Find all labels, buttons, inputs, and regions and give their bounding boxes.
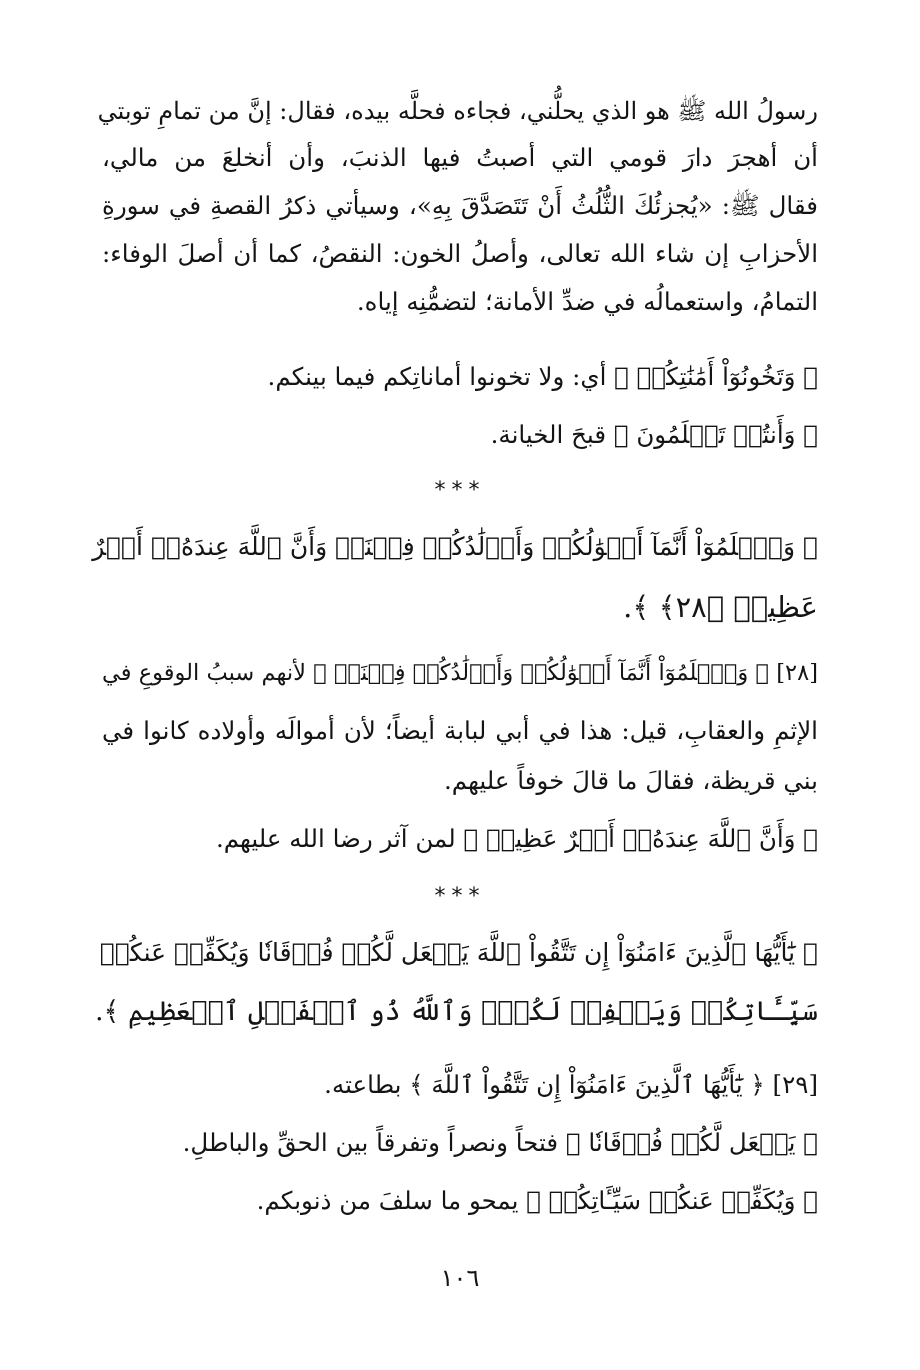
commentary-29-line-2: ﴿ يَجۡعَل لَّكُمۡ فُرۡقَانٗا ﴾ فتحاً ونصراً وتفرقاً بين الحقِّ والباطلِ. <box>182 1128 818 1157</box>
paragraph-1-line-5: التمامُ، واستعمالُه في ضدِّ الأمانة؛ لتضمُّنِه إياه. <box>356 287 818 316</box>
commentary-29-line-3: ﴿ وَيُكَفِّرۡ عَنكُمۡ سَيِّـَٔاتِكُمۡ ﴾ يمحو ما سلفَ من ذنوبكم. <box>256 1186 818 1215</box>
verse-28-line-1: ﴿ وَٱعۡلَمُوٓاْ أَنَّمَآ أَمۡوَٰلُكُمۡ وَأَوۡلَٰدُكُمۡ فِتۡنَةٞ وَأَنَّ ٱللَّهَ عِندَهُۥٓ أَجۡرٌ <box>92 532 818 561</box>
commentary-28-line-2: الإثمِ والعقابِ، قيل: هذا في أبي لبابة أيضاً؛ لأن أموالَه وأولاده كانوا في <box>102 716 818 745</box>
commentary-28-line-1: [٢٨] ﴿ وَٱعۡلَمُوٓاْ أَنَّمَآ أَمۡوَٰلُكُمۡ وَأَوۡلَٰدُكُمۡ فِتۡنَةٞ ﴾ لأنهم سببُ الوقوعِ في <box>102 660 818 686</box>
verse-28-line-2: عَظِيمٞ ﴿٢٨﴾ ﴾. <box>623 590 818 624</box>
verse-29-line-2: سَيِّـَٔاتِكُمۡ وَيَغۡفِرۡ لَكُمۡۗ وَٱللَّهُ ذُو ٱلۡفَضۡلِ ٱلۡعَظِيمِ ﴾. <box>94 996 818 1027</box>
paragraph-1-line-2: أن أهجرَ دارَ قومي التي أصبتُ فيها الذنبَ، وأن أنخلعَ من مالي، <box>102 143 818 172</box>
section-divider-2: *** <box>434 884 486 909</box>
commentary-28-gloss: ﴿ وَأَنَّ ٱللَّهَ عِندَهُۥٓ أَجۡرٌ عَظِيمٞ ﴾ لمن آثر رضا الله عليهم. <box>215 824 818 853</box>
paragraph-1-line-1: رسولُ الله ﷺ هو الذي يحلُّني، فجاءه فحلَّه بيده، فقال: إنَّ من تمامِ توبتي <box>97 97 818 125</box>
paragraph-1-line-3: فقال ﷺ: «يُجزئُكَ الثُّلُثُ أَنْ تَتَصَدَّقَ بِهِ»، وسيأتي ذكرُ القصةِ في سورةِ <box>102 191 818 220</box>
gloss-betray-trusts: ﴿ وَتَخُونُوٓاْ أَمَٰنَٰتِكُمۡ ﴾ أي: ولا تخونوا أماناتِكم فيما بينكم. <box>267 362 818 391</box>
commentary-28-line-3: بني قريظة، فقالَ ما قالَ خوفاً عليهم. <box>444 766 818 795</box>
gloss-you-know: ﴿ وَأَنتُمۡ تَعۡلَمُونَ ﴾ قبحَ الخيانة. <box>490 420 818 449</box>
verse-29-line-1: ﴿ يَٰٓأَيُّهَا ٱلَّذِينَ ءَامَنُوٓاْ إِن تَتَّقُواْ ٱللَّهَ يَجۡعَل لَّكُمۡ فُرۡقَانٗا وَيُكَفِّرۡ عَنكُمۡ <box>99 938 818 967</box>
paragraph-1-line-4: الأحزابِ إن شاء الله تعالى، وأصلُ الخون: النقصُ، كما أن أصلَ الوفاء: <box>102 239 818 268</box>
section-divider-1: *** <box>434 478 486 503</box>
page-number: ١٠٦ <box>440 1264 480 1292</box>
commentary-29-line-1: [٢٩] ﴿ يَٰٓأَيُّهَا ٱلَّذِينَ ءَامَنُوٓاْ إِن تَتَّقُواْ ٱللَّهَ ﴾ بطاعته. <box>324 1070 818 1099</box>
